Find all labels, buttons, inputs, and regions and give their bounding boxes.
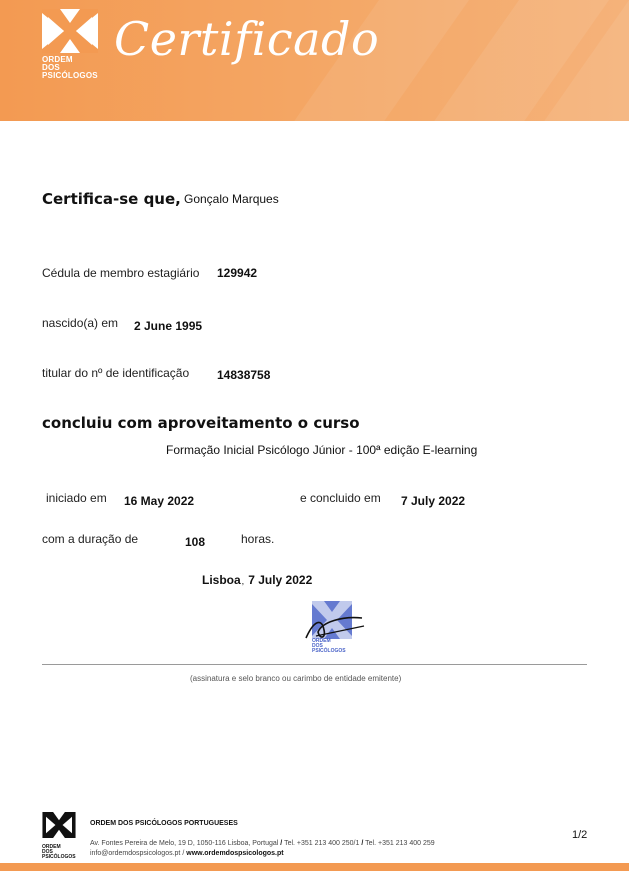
footer-website-link[interactable]: www.ordemdospsicologos.pt xyxy=(186,850,284,857)
footer-logo-text xyxy=(42,845,76,860)
stamp-line: PSICÓLOGOS xyxy=(312,648,346,654)
footer-tel1: Tel. +351 213 400 250/1 xyxy=(284,840,360,847)
issue-date: 7 July 2022 xyxy=(248,573,313,587)
footer-logo-line: ORDEM xyxy=(42,844,61,850)
footer-logo-icon xyxy=(42,812,76,838)
ended-label: e concluido em xyxy=(300,491,381,505)
born-value: 2 June 1995 xyxy=(134,319,203,333)
recipient-name: Gonçalo Marques xyxy=(184,192,279,206)
duration-value: 108 xyxy=(185,535,206,549)
cedula-label: Cédula de membro estagiário xyxy=(42,266,200,280)
footer-logo-line: DOS xyxy=(42,849,53,855)
footer-address: Av. Fontes Pereira de Melo, 19 D, 1050-116 Lisboa, Portugal xyxy=(90,840,279,847)
started-label: iniciado em xyxy=(46,491,107,505)
signature-note: (assinatura e selo branco ou carimbo de entidade emitente) xyxy=(190,674,402,683)
born-label: nascido(a) em xyxy=(42,316,119,330)
logo-text xyxy=(42,56,98,80)
duration-label: com a duração de xyxy=(42,532,139,546)
certificate-title: Certificado xyxy=(114,12,380,66)
stamp-line: ORDEM xyxy=(312,638,331,644)
footer-contact-line xyxy=(90,850,284,857)
page-number: 1/2 xyxy=(572,829,588,841)
footer-bar xyxy=(0,863,629,871)
stamp-line: DOS xyxy=(312,643,323,649)
logo-line: PSICÓLOGOS xyxy=(42,71,98,80)
logo-line: DOS xyxy=(42,63,60,72)
logo-line: ORDEM xyxy=(42,55,73,64)
duration-unit: horas. xyxy=(241,532,275,546)
id-label: titular do nº de identificação xyxy=(42,366,190,380)
place-date xyxy=(202,573,312,587)
ended-value: 7 July 2022 xyxy=(401,494,466,508)
footer-separator: / xyxy=(280,840,283,847)
place: Lisboa xyxy=(202,573,241,587)
footer-email-link[interactable]: info@ordemdospsicologos.pt xyxy=(90,850,181,857)
course-heading: concluiu com aproveitamento o curso xyxy=(42,414,360,432)
ordem-logo xyxy=(42,9,98,80)
footer-separator: / xyxy=(361,840,364,847)
cedula-value: 129942 xyxy=(217,266,258,280)
certificate-header xyxy=(0,0,629,121)
id-value: 14838758 xyxy=(217,368,271,382)
footer-org-name: ORDEM DOS PSICÓLOGOS PORTUGUESES xyxy=(90,820,238,827)
certifies-label: Certifica-se que, xyxy=(42,190,181,208)
place-date-separator: , xyxy=(241,576,245,586)
started-value: 16 May 2022 xyxy=(124,494,195,508)
stamp-and-signature xyxy=(302,598,370,662)
ordem-logo-icon xyxy=(42,9,98,53)
signature-line xyxy=(42,664,587,665)
footer-logo xyxy=(42,812,76,860)
course-name: Formação Inicial Psicólogo Júnior - 100ª edição E-learning xyxy=(166,443,478,457)
footer-address-line xyxy=(90,840,435,847)
footer-tel2: Tel. +351 213 400 259 xyxy=(365,840,435,847)
footer-separator: / xyxy=(182,850,185,857)
footer-logo-line: PSICÓLOGOS xyxy=(42,854,76,860)
stamp-text xyxy=(312,639,346,654)
